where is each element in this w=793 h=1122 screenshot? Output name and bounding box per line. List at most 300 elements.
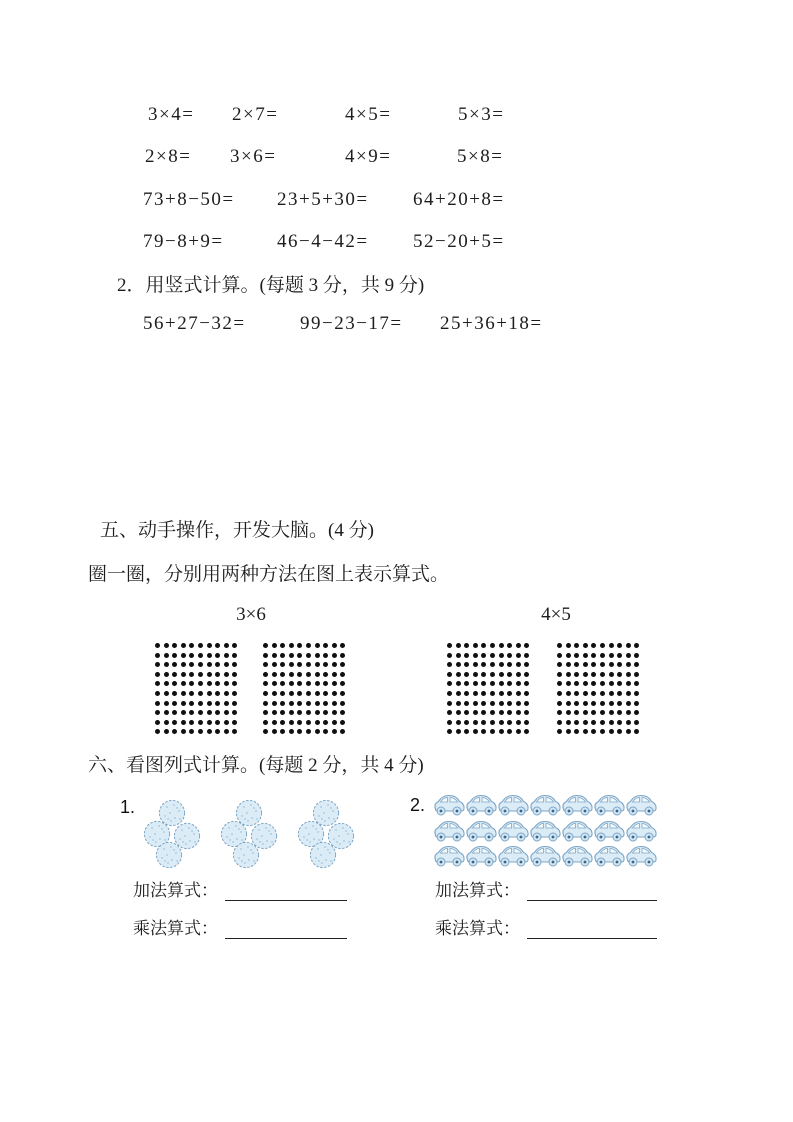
dot: [617, 672, 622, 677]
dot: [280, 691, 285, 696]
dot: [155, 691, 160, 696]
dot: [574, 701, 579, 706]
dot: [289, 653, 294, 658]
dot: [272, 681, 277, 686]
dot: [481, 653, 486, 658]
toy-car-icon: [592, 843, 626, 869]
dot: [306, 672, 311, 677]
dot: [583, 729, 588, 734]
dot: [172, 662, 177, 667]
dot: [481, 701, 486, 706]
dot: [181, 729, 186, 734]
math-expression: 25+36+18=: [440, 313, 543, 334]
dot: [297, 681, 302, 686]
dot: [332, 729, 337, 734]
dot: [181, 701, 186, 706]
dot: [215, 662, 220, 667]
dot: [600, 681, 605, 686]
dot: [507, 691, 512, 696]
problem-number: 1.: [120, 797, 136, 817]
dot: [600, 710, 605, 715]
dot: [490, 701, 495, 706]
dot: [164, 691, 169, 696]
dot: [473, 720, 478, 725]
dot: [164, 662, 169, 667]
addition-equation-label: 加法算式：: [435, 881, 520, 900]
dot: [189, 701, 194, 706]
dot: [591, 672, 596, 677]
dot: [583, 662, 588, 667]
dot: [626, 681, 631, 686]
dot: [181, 643, 186, 648]
dot: [323, 720, 328, 725]
dot: [272, 662, 277, 667]
dot: [181, 672, 186, 677]
dot: [600, 701, 605, 706]
answer-blank: [527, 880, 657, 901]
answer-blank: [225, 880, 347, 901]
dot: [315, 681, 320, 686]
math-expression: 4×5=: [345, 104, 392, 125]
dot: [181, 681, 186, 686]
dot: [456, 681, 461, 686]
dot: [340, 720, 345, 725]
math-expression: 2×8=: [145, 146, 192, 167]
math-expression: 5×3=: [458, 104, 505, 125]
dot: [481, 672, 486, 677]
dumpling-icon: [232, 841, 260, 869]
dot: [634, 729, 639, 734]
toy-car-icon: [624, 792, 658, 818]
toy-car-icon: [464, 792, 498, 818]
dot: [617, 720, 622, 725]
dot: [566, 662, 571, 667]
dot: [215, 643, 220, 648]
dot: [516, 681, 521, 686]
dot: [332, 710, 337, 715]
dot: [447, 653, 452, 658]
toy-car-icon: [496, 792, 530, 818]
dot: [566, 653, 571, 658]
dot: [490, 681, 495, 686]
toy-car-icon: [496, 818, 530, 844]
dot: [189, 720, 194, 725]
dot: [609, 672, 614, 677]
dot: [600, 662, 605, 667]
dot: [626, 701, 631, 706]
dot: [566, 720, 571, 725]
dot: [340, 701, 345, 706]
dot: [456, 720, 461, 725]
dot: [315, 643, 320, 648]
dumpling-cluster: [143, 799, 201, 869]
dot: [215, 729, 220, 734]
dot: [583, 653, 588, 658]
dot: [609, 662, 614, 667]
dot: [600, 653, 605, 658]
dot: [557, 720, 562, 725]
dot: [464, 691, 469, 696]
dot: [634, 672, 639, 677]
dot: [447, 710, 452, 715]
dot: [340, 662, 345, 667]
dot: [232, 720, 237, 725]
dot: [456, 653, 461, 658]
dot: [207, 681, 212, 686]
dot: [323, 710, 328, 715]
dot: [507, 662, 512, 667]
toy-car-icon: [624, 843, 658, 869]
dot: [516, 720, 521, 725]
dot: [524, 672, 529, 677]
dumpling-icon: [155, 841, 183, 869]
dot: [456, 643, 461, 648]
dot: [507, 701, 512, 706]
dot: [566, 701, 571, 706]
dot: [198, 710, 203, 715]
dot: [332, 720, 337, 725]
dot: [591, 691, 596, 696]
dot: [566, 643, 571, 648]
dot: [490, 710, 495, 715]
dot-grid: [447, 643, 529, 734]
dot: [583, 720, 588, 725]
dot: [215, 710, 220, 715]
dot: [566, 729, 571, 734]
dot: [524, 729, 529, 734]
dot: [306, 662, 311, 667]
dot: [626, 729, 631, 734]
dot: [315, 701, 320, 706]
dot: [172, 710, 177, 715]
dot: [172, 643, 177, 648]
dot: [289, 710, 294, 715]
dot: [609, 643, 614, 648]
dot: [524, 720, 529, 725]
dot: [464, 672, 469, 677]
dot: [181, 653, 186, 658]
dot: [340, 653, 345, 658]
dot: [155, 720, 160, 725]
dot: [272, 720, 277, 725]
toy-car-icon: [560, 818, 594, 844]
dot: [198, 729, 203, 734]
dot: [181, 710, 186, 715]
dot: [232, 643, 237, 648]
multiplication-equation-row: [133, 917, 347, 939]
dot-grid-group-label: 4×5: [541, 604, 571, 625]
dot: [634, 691, 639, 696]
dot: [490, 691, 495, 696]
dot: [224, 710, 229, 715]
toy-car-icon: [592, 792, 626, 818]
dot: [464, 720, 469, 725]
dot: [323, 672, 328, 677]
dot: [181, 662, 186, 667]
dot: [566, 672, 571, 677]
dot: [516, 691, 521, 696]
math-expression: 46−4−42=: [277, 231, 369, 252]
dot: [490, 643, 495, 648]
dot: [315, 729, 320, 734]
dot: [557, 681, 562, 686]
dot: [207, 691, 212, 696]
dot: [289, 643, 294, 648]
dot: [626, 643, 631, 648]
dot: [524, 701, 529, 706]
dot-grid-group-label: 3×6: [236, 604, 266, 625]
dot: [557, 691, 562, 696]
dot: [263, 643, 268, 648]
dot: [172, 720, 177, 725]
dot: [499, 691, 504, 696]
dot: [297, 720, 302, 725]
dot: [473, 662, 478, 667]
dot: [297, 653, 302, 658]
dot: [574, 720, 579, 725]
dot: [297, 643, 302, 648]
dot: [232, 729, 237, 734]
dot: [490, 720, 495, 725]
dot: [340, 681, 345, 686]
dot: [315, 710, 320, 715]
math-expression: 5×8=: [457, 146, 504, 167]
dot: [617, 681, 622, 686]
dot: [332, 662, 337, 667]
dot: [198, 691, 203, 696]
addition-equation-row: [435, 879, 657, 901]
dot: [473, 672, 478, 677]
dot: [464, 643, 469, 648]
dot: [634, 662, 639, 667]
dot: [272, 653, 277, 658]
dot: [297, 729, 302, 734]
dot: [263, 701, 268, 706]
dot: [634, 701, 639, 706]
dot: [574, 662, 579, 667]
toy-car-icon: [432, 818, 466, 844]
dot: [499, 710, 504, 715]
dot: [263, 681, 268, 686]
dot: [323, 681, 328, 686]
dot: [516, 701, 521, 706]
dot: [574, 672, 579, 677]
dot: [280, 720, 285, 725]
dot: [464, 710, 469, 715]
dot: [297, 672, 302, 677]
dot: [215, 720, 220, 725]
dot: [198, 653, 203, 658]
dot: [280, 653, 285, 658]
dot: [181, 720, 186, 725]
dot: [340, 729, 345, 734]
dot: [224, 691, 229, 696]
dot: [172, 672, 177, 677]
dot: [272, 672, 277, 677]
dot: [332, 691, 337, 696]
math-expression: 3×4=: [148, 104, 195, 125]
dot: [617, 643, 622, 648]
dot: [490, 729, 495, 734]
dot: [198, 701, 203, 706]
dot: [481, 720, 486, 725]
dot: [600, 691, 605, 696]
dot: [634, 720, 639, 725]
dot: [263, 729, 268, 734]
dot: [634, 653, 639, 658]
dot: [516, 653, 521, 658]
dot: [207, 729, 212, 734]
dot: [499, 672, 504, 677]
dot: [172, 729, 177, 734]
multiplication-equation-row: [435, 917, 657, 939]
dot: [172, 653, 177, 658]
dot: [499, 701, 504, 706]
dot: [323, 643, 328, 648]
dot: [315, 653, 320, 658]
dot-grid: [557, 643, 639, 734]
dot: [499, 681, 504, 686]
dot: [198, 672, 203, 677]
math-expression: 79−8+9=: [143, 231, 224, 252]
dot: [574, 729, 579, 734]
dot: [280, 681, 285, 686]
dot: [524, 691, 529, 696]
math-expression: 4×9=: [345, 146, 392, 167]
dot: [490, 672, 495, 677]
dot: [232, 701, 237, 706]
dot: [323, 729, 328, 734]
dot: [232, 710, 237, 715]
dot: [464, 681, 469, 686]
dumpling-cluster: [220, 799, 278, 869]
dot: [164, 643, 169, 648]
dot: [289, 691, 294, 696]
dot: [332, 701, 337, 706]
dot: [591, 681, 596, 686]
dot: [490, 653, 495, 658]
dot: [198, 720, 203, 725]
dot: [447, 701, 452, 706]
dot: [155, 701, 160, 706]
dot: [609, 653, 614, 658]
dot: [280, 701, 285, 706]
dot: [557, 729, 562, 734]
toy-car-icon: [592, 818, 626, 844]
math-expression: 99−23−17=: [300, 313, 403, 334]
dot: [473, 729, 478, 734]
dot: [524, 643, 529, 648]
dot: [473, 643, 478, 648]
dot: [224, 643, 229, 648]
section6-heading: 六、看图列式计算。(每题 2 分，共 4 分): [88, 755, 424, 776]
dot: [189, 662, 194, 667]
dot: [315, 662, 320, 667]
dot: [297, 710, 302, 715]
dot: [574, 643, 579, 648]
dot: [566, 710, 571, 715]
addition-equation-row: [133, 879, 347, 901]
dot: [155, 662, 160, 667]
dot: [272, 643, 277, 648]
toy-car-icon: [464, 818, 498, 844]
dot: [447, 681, 452, 686]
dot: [566, 691, 571, 696]
dot: [207, 643, 212, 648]
dot: [332, 681, 337, 686]
dot: [490, 662, 495, 667]
dot: [289, 672, 294, 677]
dot: [207, 653, 212, 658]
dot: [456, 710, 461, 715]
dot: [456, 729, 461, 734]
dot: [306, 701, 311, 706]
dot: [583, 710, 588, 715]
dot: [207, 672, 212, 677]
dot: [557, 662, 562, 667]
dot: [306, 653, 311, 658]
dot: [272, 729, 277, 734]
dot: [507, 653, 512, 658]
dot: [315, 720, 320, 725]
toy-car-icon: [528, 792, 562, 818]
dot: [574, 653, 579, 658]
dot: [224, 653, 229, 658]
dot: [600, 720, 605, 725]
dot: [297, 691, 302, 696]
dot: [332, 672, 337, 677]
dot: [524, 653, 529, 658]
dumpling-cluster: [297, 799, 355, 869]
dot: [232, 653, 237, 658]
dot: [626, 720, 631, 725]
dot-grid: [155, 643, 237, 734]
dot: [164, 710, 169, 715]
dot: [164, 681, 169, 686]
dot: [516, 672, 521, 677]
dot: [447, 672, 452, 677]
dot: [155, 653, 160, 658]
math-expression: 64+20+8=: [413, 189, 505, 210]
dot: [634, 710, 639, 715]
dot: [155, 710, 160, 715]
dot: [289, 720, 294, 725]
dot: [164, 653, 169, 658]
dot: [591, 653, 596, 658]
dot: [574, 691, 579, 696]
dot: [591, 643, 596, 648]
dot: [207, 701, 212, 706]
dot: [456, 701, 461, 706]
dot: [306, 681, 311, 686]
dumpling-clusters-image: [143, 799, 355, 869]
dot: [280, 662, 285, 667]
dot: [583, 643, 588, 648]
dot: [507, 681, 512, 686]
dot: [323, 653, 328, 658]
dot: [280, 672, 285, 677]
dot: [232, 681, 237, 686]
dot: [232, 672, 237, 677]
dot: [507, 643, 512, 648]
toy-car-icon: [560, 792, 594, 818]
dot: [215, 701, 220, 706]
toy-cars-image: [432, 792, 660, 870]
dot: [272, 691, 277, 696]
dot: [340, 691, 345, 696]
dot: [617, 729, 622, 734]
dot: [447, 720, 452, 725]
